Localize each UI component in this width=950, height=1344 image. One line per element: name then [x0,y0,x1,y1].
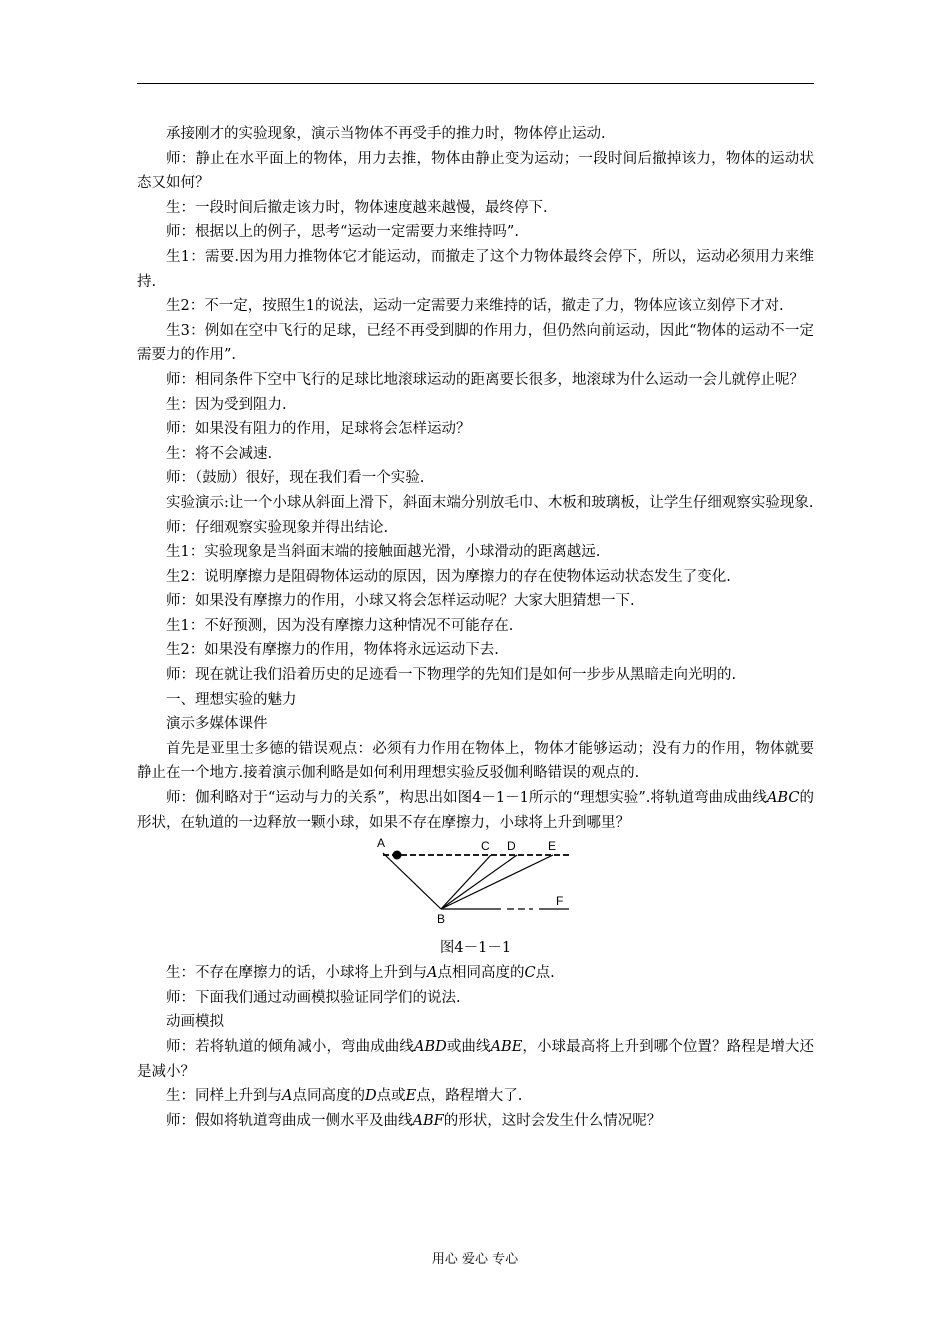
paragraph: 师：现在就让我们沿着历史的足迹看一下物理学的先知们是如何一步步从黑暗走向光明的. [166,667,737,684]
paragraph: 师：（鼓励）很好，现在我们看一个实验. [166,470,425,487]
paragraph: 生2：说明摩擦力是阻碍物体运动的原因，因为摩擦力的存在使物体运动状态发生了变化. [166,568,731,585]
paragraph: 生2：如果没有摩擦力的作用，物体将永远运动下去. [166,642,499,659]
paragraph: 师：相同条件下空中飞行的足球比地滚球运动的距离要长很多，地滚球为什么运动一会儿就停止呢？ [166,371,804,388]
paragraph: 演示多媒体课件 [166,716,268,733]
paragraph: 生1：实验现象是当斜面末端的接触面越光滑，小球滑动的距离越远. [166,544,601,561]
figure-caption: 图4－1－1 [439,940,512,957]
paragraph: 师：假如将轨道弯曲成一侧水平及曲线ABF的形状，这时会发生什么情况呢？ [166,1112,662,1129]
ideal-experiment-figure [137,835,814,935]
paragraph: 师：如果没有摩擦力的作用，小球又将会怎样运动呢？大家大胆猜想一下. [166,593,635,610]
slope-be-line [441,855,553,909]
paragraph: 师：仔细观察实验现象并得出结论. [166,519,389,536]
ball [393,851,402,860]
paragraph: 生2：不一定，按照生1的说法，运动一定需要力来维持的话，撤走了力，物体应该立刻停下才对. [166,298,784,315]
paragraph: 生：因为受到阻力. [166,396,287,413]
paragraph: 实验演示:让一个小球从斜面上滑下，斜面末端分别放毛巾、木板和玻璃板，让学生仔细观察实验现象. [166,494,814,511]
page-footer: 用心 爱心 专心 [431,1252,519,1267]
section-heading: 一、理想实验的魅力 [166,691,297,708]
label-c: C [481,839,490,854]
paragraph: 师：伽利略对于“运动与力的关系”，构思出如图4－1－1所示的“理想实验”.将轨道弯曲成曲线ABC的形状，在轨道的一边释放一颗小球，如果不存在摩擦力，小球将上升到哪里？ [137,790,814,831]
paragraph: 生：一段时间后撤走该力时，物体速度越来越慢，最终停下. [166,199,548,216]
header-rule [137,83,814,84]
paragraph: 生：将不会减速. [166,445,273,462]
label-a: A [377,836,386,851]
paragraph: 生1：需要.因为用力推物体它才能运动，而撤走了这个力物体最终会停下，所以，运动必须用力来维持. [137,248,814,290]
paragraph: 生3：例如在空中飞行的足球，已经不再受到脚的作用力，但仍然向前运动，因此“物体的运动不一定需要力的作用”. [137,322,814,364]
paragraph: 师：静止在水平面上的物体，用力去推，物体由静止变为运动；一段时间后撤掉该力，物体的运动状态又如何？ [137,150,814,192]
paragraph: 生：不存在摩擦力的话，小球将上升到与A点相同高度的C点. [166,965,555,982]
slope-bd-line [441,855,517,909]
label-d: D [507,839,516,854]
paragraph: 师：如果没有阻力的作用，足球将会怎样运动？ [166,421,471,438]
slope-bc-line [441,855,491,909]
label-e: E [548,839,557,854]
paragraph: 首先是亚里士多德的错误观点：必须有力作用在物体上，物体才能够运动；没有力的作用，物体就要静止在一个地方.接着演示伽利略是如何利用理想实验反驳伽利略错误的观点的. [137,740,814,782]
paragraph: 师：下面我们通过动画模拟验证同学们的说法. [166,989,461,1006]
paragraph: 师：根据以上的例子，思考“运动一定需要力来维持吗”. [166,224,519,241]
label-f: F [556,894,564,909]
paragraph: 生1：不好预测，因为没有摩擦力这种情况不可能存在. [166,617,514,634]
paragraph: 承接刚才的实验现象，演示当物体不再受手的推力时，物体停止运动. [166,126,606,142]
left-slope-line [383,853,441,909]
document-body [137,122,814,1133]
track-diagram [373,835,573,927]
paragraph: 动画模拟 [166,1014,224,1031]
paragraph: 生：同样上升到与A点同高度的D点或E点，路程增大了. [166,1088,523,1105]
label-b: B [437,912,446,927]
paragraph: 师：若将轨道的倾角减小，弯曲成曲线ABD或曲线ABE，小球最高将上升到哪个位置？路程是增大还是减小？ [137,1039,815,1080]
